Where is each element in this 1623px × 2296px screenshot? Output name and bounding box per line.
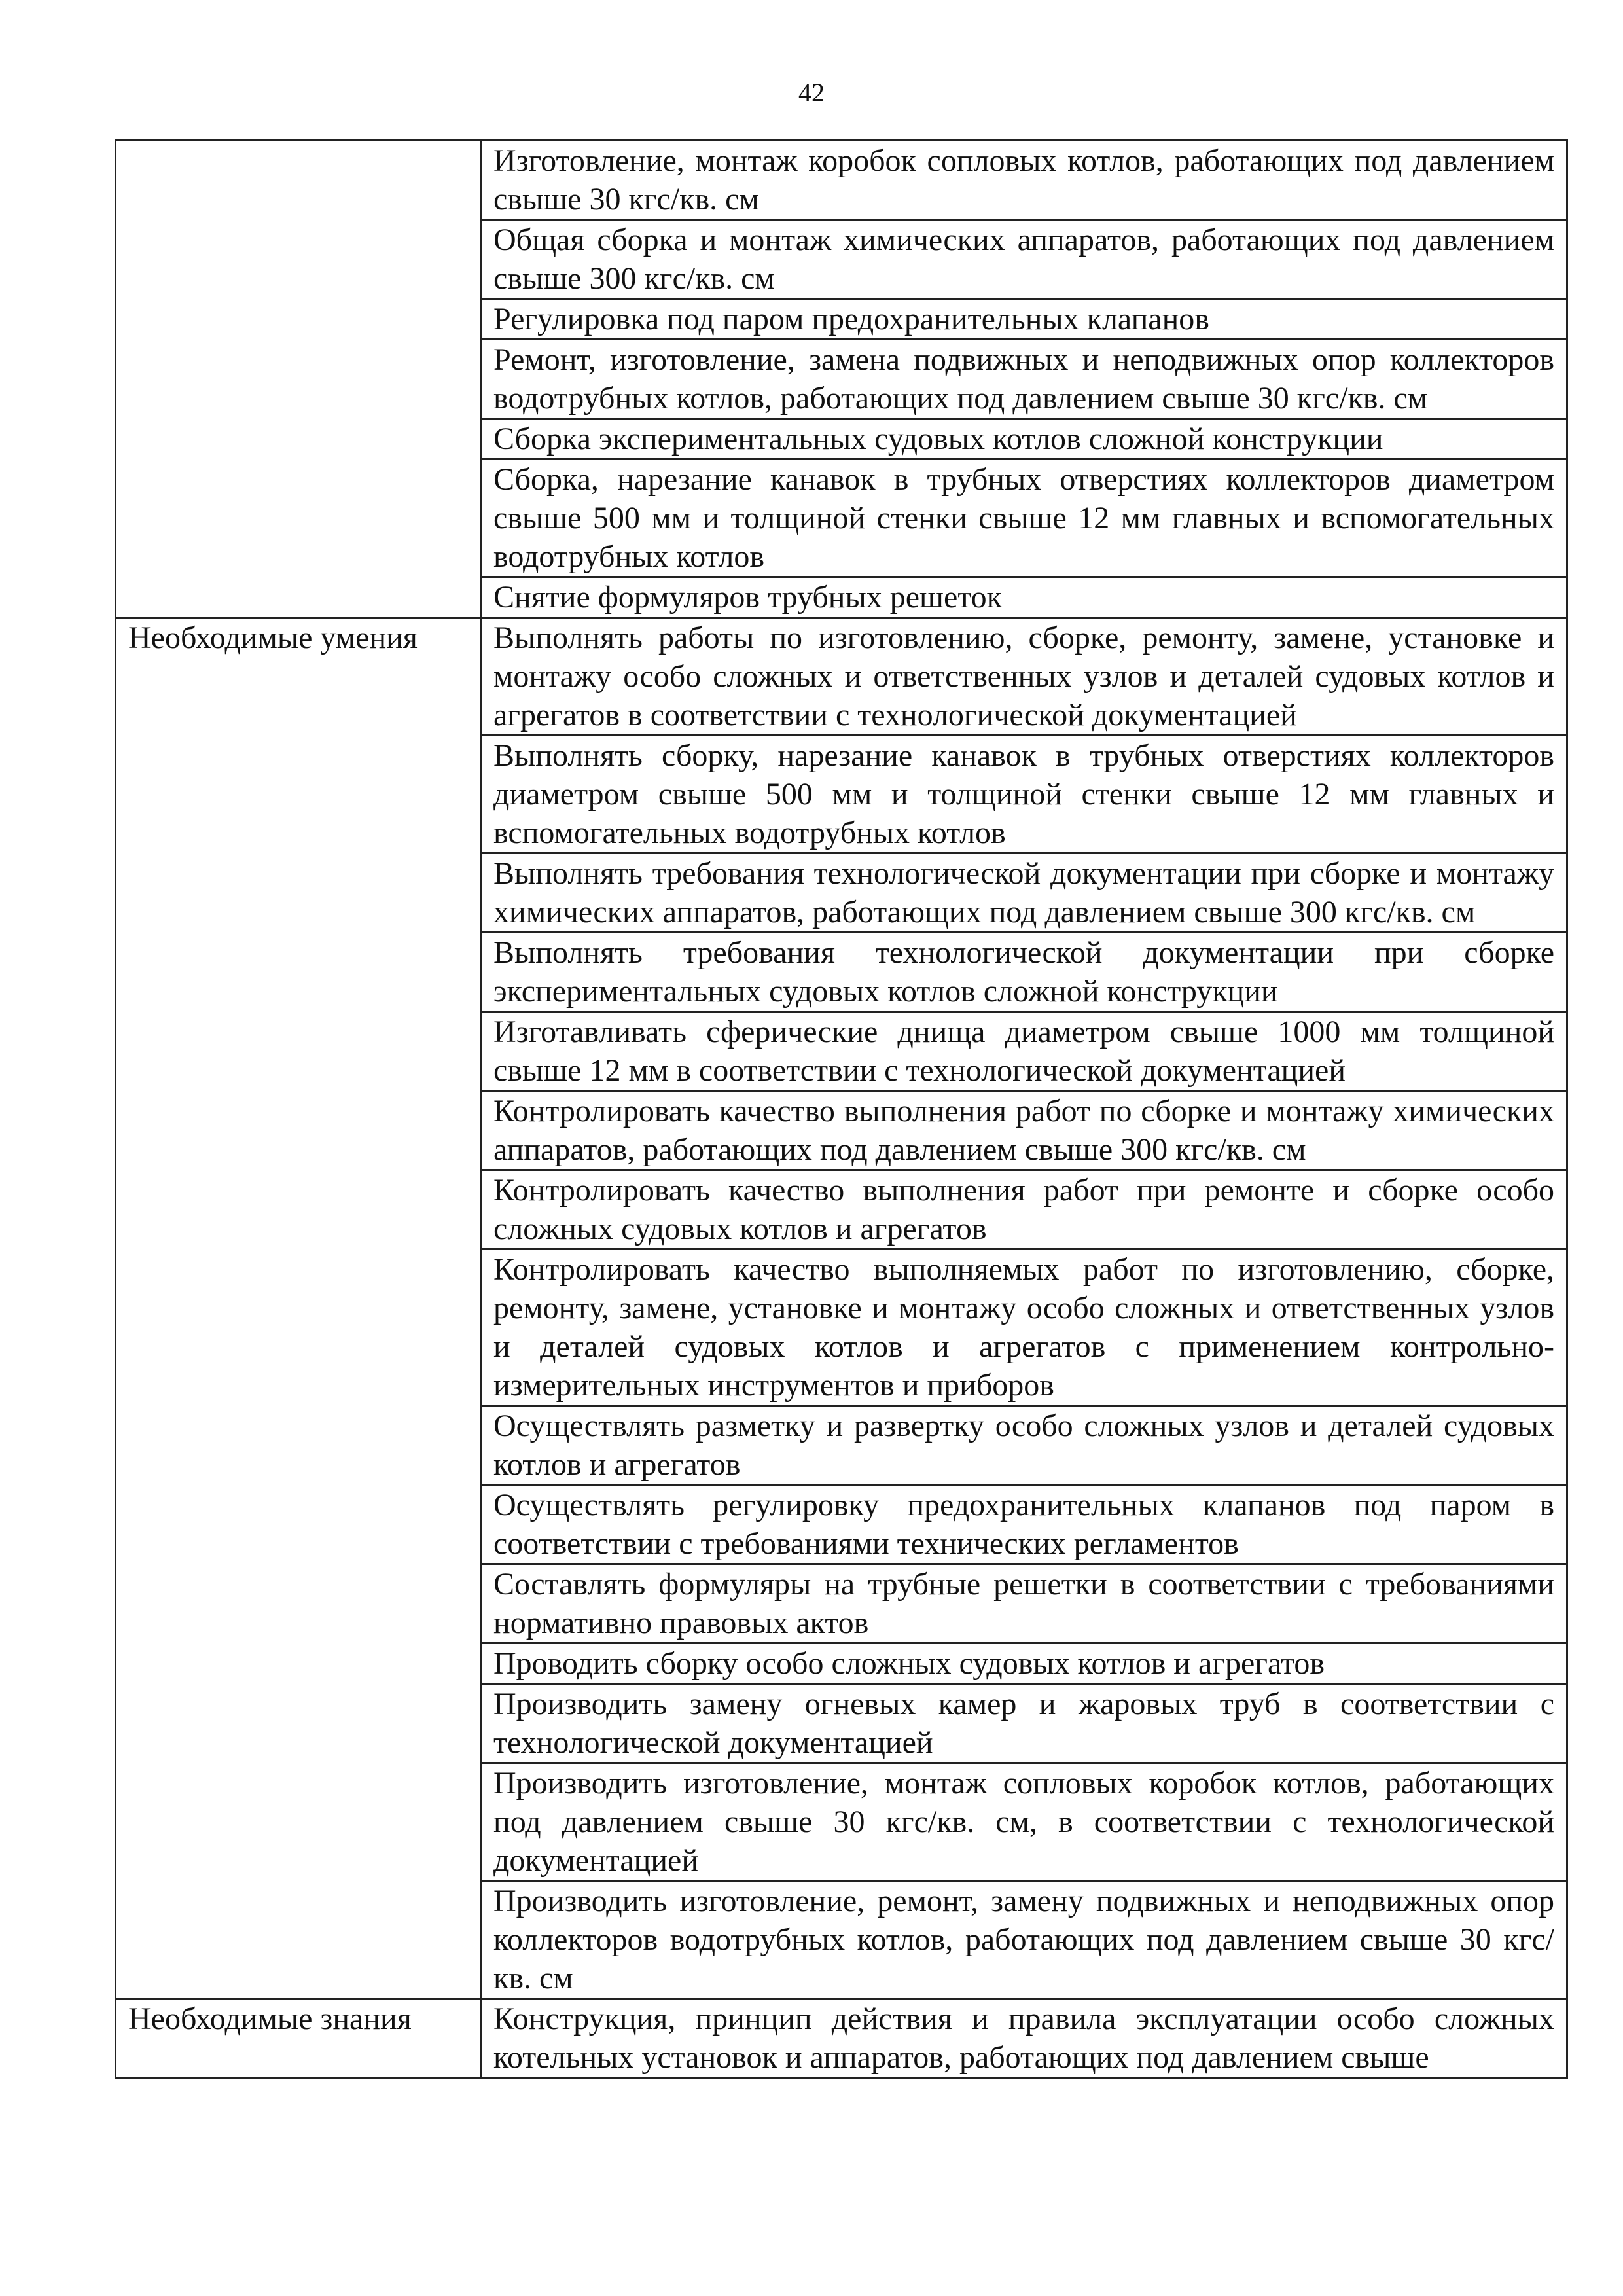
skill-item: Производить изготовление, монтаж сопловых коробок котлов, работающих под давлением свыше 30 кгс/кв. см, в соответствии с технологической документацией [481, 1763, 1567, 1881]
skill-item: Изготавливать сферические днища диаметром свыше 1000 мм толщиной свыше 12 мм в соответствии с технологической документацией [481, 1012, 1567, 1091]
table-row [116, 141, 1567, 220]
requirement-item: Снятие формуляров трубных решеток [481, 577, 1567, 618]
knowledge-item: Конструкция, принцип действия и правила эксплуатации особо сложных котельных установок и аппаратов, работающих под давлением свыше [481, 1999, 1567, 2078]
page-number: 42 [798, 78, 825, 107]
skill-item: Выполнять требования технологической документации при сборке и монтажу химических аппаратов, работающих под давлением свыше 300 кгс/кв. см [481, 853, 1567, 933]
requirement-item: Изготовление, монтаж коробок сопловых котлов, работающих под давлением свыше 30 кгс/кв. см [481, 141, 1567, 220]
table-row [116, 618, 1567, 736]
requirement-item: Сборка экспериментальных судовых котлов сложной конструкции [481, 419, 1567, 459]
skill-item: Осуществлять разметку и развертку особо сложных узлов и деталей судовых котлов и агрегатов [481, 1406, 1567, 1485]
requirement-item: Ремонт, изготовление, замена подвижных и неподвижных опор коллекторов водотрубных котлов, работающих под давлением свыше 30 кгс/кв. см [481, 340, 1567, 419]
skill-item: Проводить сборку особо сложных судовых котлов и агрегатов [481, 1643, 1567, 1684]
table-row [116, 1999, 1567, 2078]
skill-item: Производить замену огневых камер и жаровых труб в соответствии с технологической документацией [481, 1684, 1567, 1763]
skill-item: Осуществлять регулировку предохранительных клапанов под паром в соответствии с требованиями технических регламентов [481, 1485, 1567, 1564]
section-label-knowledge: Необходимые знания [116, 1999, 481, 2078]
requirement-item: Сборка, нарезание канавок в трубных отверстиях коллекторов диаметром свыше 500 мм и толщиной стенки свыше 12 мм главных и вспомогательных водотрубных котлов [481, 459, 1567, 577]
skill-item: Производить изготовление, ремонт, замену подвижных и неподвижных опор коллекторов водотрубных котлов, работающих под давлением свыше 30 кгс/кв. см [481, 1881, 1567, 1999]
skill-item: Контролировать качество выполняемых работ по изготовлению, сборке, ремонту, замене, установке и монтажу особо сложных и ответственных узлов и деталей судовых котлов и агрегатов с применением контрольно-измерительных инструментов и приборов [481, 1249, 1567, 1406]
requirement-item: Общая сборка и монтаж химических аппаратов, работающих под давлением свыше 300 кгс/кв. см [481, 220, 1567, 299]
requirements-table [115, 139, 1568, 2079]
skill-item: Контролировать качество выполнения работ по сборке и монтажу химических аппаратов, работающих под давлением свыше 300 кгс/кв. см [481, 1091, 1567, 1170]
section-label-continued [116, 141, 481, 618]
skill-item: Контролировать качество выполнения работ при ремонте и сборке особо сложных судовых котлов и агрегатов [481, 1170, 1567, 1249]
requirement-item: Регулировка под паром предохранительных клапанов [481, 299, 1567, 340]
skill-item: Выполнять требования технологической документации при сборке экспериментальных судовых котлов сложной конструкции [481, 933, 1567, 1012]
section-label-skills: Необходимые умения [116, 618, 481, 1999]
skill-item: Выполнять работы по изготовлению, сборке, ремонту, замене, установке и монтажу особо сложных и ответственных узлов и деталей судовых котлов и агрегатов в соответствии с технологической документацией [481, 618, 1567, 736]
skill-item: Выполнять сборку, нарезание канавок в трубных отверстиях коллекторов диаметром свыше 500 мм и толщиной стенки свыше 12 мм главных и вспомогательных водотрубных котлов [481, 736, 1567, 853]
skill-item: Составлять формуляры на трубные решетки в соответствии с требованиями нормативно правовых актов [481, 1564, 1567, 1643]
